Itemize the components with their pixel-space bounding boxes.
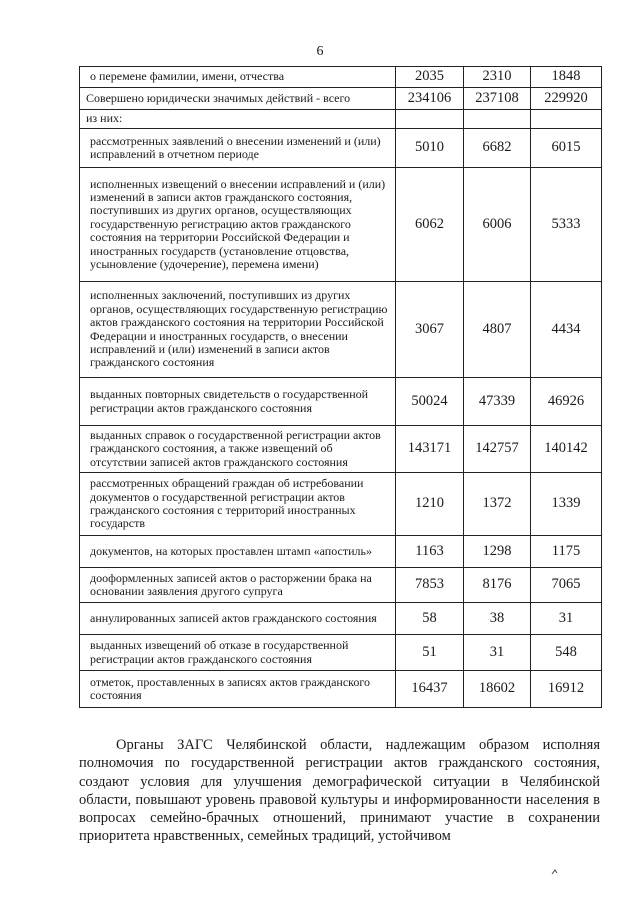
value-col-2: 38 bbox=[464, 603, 531, 635]
value-col-1: 50024 bbox=[396, 378, 464, 426]
value-col-3: 46926 bbox=[531, 378, 602, 426]
table-row bbox=[80, 168, 602, 282]
value-col-2: 47339 bbox=[464, 378, 531, 426]
row-label: выданных справок о государственной регистрации актов гражданского состояния, а также извещений об отсутствии записей актов гражданского состояния bbox=[80, 426, 396, 473]
row-label: отметок, проставленных в записях актов гражданского состояния bbox=[80, 671, 396, 708]
row-label: дооформленных записей актов о расторжении брака на основании заявления другого супруга bbox=[80, 568, 396, 603]
row-label: исполненных заключений, поступивших из других органов, осуществляющих государственную регистрацию актов гражданского состояния на территории Российской Федерации и иностранных государств, о внесении исправлений и (или) изменений в записи актов гражданского состояния bbox=[80, 282, 396, 378]
value-col-1: 1163 bbox=[396, 536, 464, 568]
value-col-1: 51 bbox=[396, 635, 464, 671]
value-col-2: 6682 bbox=[464, 129, 531, 168]
value-col-2: 31 bbox=[464, 635, 531, 671]
value-col-2: 2310 bbox=[464, 67, 531, 88]
value-col-3: 140142 bbox=[531, 426, 602, 473]
row-label: документов, на которых проставлен штамп «апостиль» bbox=[80, 536, 396, 568]
value-col-2: 6006 bbox=[464, 168, 531, 282]
row-label: выданных повторных свидетельств о государственной регистрации актов гражданского состояния bbox=[80, 378, 396, 426]
table-row bbox=[80, 568, 602, 603]
value-col-3: 1175 bbox=[531, 536, 602, 568]
value-col-3 bbox=[531, 110, 602, 129]
table-row bbox=[80, 671, 602, 708]
value-col-1: 6062 bbox=[396, 168, 464, 282]
value-col-3: 6015 bbox=[531, 129, 602, 168]
row-label: рассмотренных обращений граждан об истребовании документов о государственной регистрации актов гражданского состояния с территорий иностранных государств bbox=[80, 473, 396, 536]
table-row bbox=[80, 473, 602, 536]
table-row bbox=[80, 129, 602, 168]
row-label: о перемене фамилии, имени, отчества bbox=[80, 67, 396, 88]
value-col-3: 548 bbox=[531, 635, 602, 671]
value-col-2: 142757 bbox=[464, 426, 531, 473]
value-col-2: 1298 bbox=[464, 536, 531, 568]
row-label: рассмотренных заявлений о внесении изменений и (или) исправлений в отчетном периоде bbox=[80, 129, 396, 168]
table-row bbox=[80, 67, 602, 88]
body-paragraph: Органы ЗАГС Челябинской области, надлежащим образом исполняя полномочия по государственной регистрации актов гражданского состояния, создают условия для улучшения демографической ситуации в Челябинской области, повышают уровень правовой культуры и информированности населения в вопросах семейно-брачных отношений, принимают участие в сохранении приоритета нравственных, семейных традиций, устойчивом bbox=[79, 737, 600, 845]
statistics-table bbox=[79, 66, 602, 708]
table-row bbox=[80, 426, 602, 473]
table-row bbox=[80, 282, 602, 378]
row-label: исполненных извещений о внесении исправлений и (или) изменений в записи актов гражданского состояния, поступивших из других органов, осуществляющих государственную регистрацию актов гражданского состояния на территории Российской Федерации и иностранных государств (установление отцовства, усыновление (удочерение), перемена имени) bbox=[80, 168, 396, 282]
value-col-3: 5333 bbox=[531, 168, 602, 282]
value-col-1: 5010 bbox=[396, 129, 464, 168]
scan-mark-icon bbox=[551, 868, 559, 876]
value-col-1: 143171 bbox=[396, 426, 464, 473]
table-row-subheader bbox=[80, 110, 602, 129]
value-col-1: 1210 bbox=[396, 473, 464, 536]
table-row bbox=[80, 536, 602, 568]
value-col-1: 16437 bbox=[396, 671, 464, 708]
value-col-3: 4434 bbox=[531, 282, 602, 378]
value-col-3: 1339 bbox=[531, 473, 602, 536]
table-row-total bbox=[80, 88, 602, 110]
value-col-1: 2035 bbox=[396, 67, 464, 88]
row-label: из них: bbox=[80, 110, 396, 129]
row-label: выданных извещений об отказе в государственной регистрации актов гражданского состояния bbox=[80, 635, 396, 671]
value-col-2 bbox=[464, 110, 531, 129]
value-col-3: 229920 bbox=[531, 88, 602, 110]
row-label: аннулированных записей актов гражданского состояния bbox=[80, 603, 396, 635]
value-col-2: 8176 bbox=[464, 568, 531, 603]
value-col-3: 31 bbox=[531, 603, 602, 635]
table-row bbox=[80, 378, 602, 426]
page-number: 6 bbox=[316, 44, 324, 59]
row-label: Совершено юридически значимых действий - всего bbox=[80, 88, 396, 110]
value-col-2: 1372 bbox=[464, 473, 531, 536]
table-row bbox=[80, 635, 602, 671]
value-col-3: 16912 bbox=[531, 671, 602, 708]
value-col-1: 3067 bbox=[396, 282, 464, 378]
value-col-3: 1848 bbox=[531, 67, 602, 88]
value-col-2: 18602 bbox=[464, 671, 531, 708]
value-col-1 bbox=[396, 110, 464, 129]
value-col-2: 237108 bbox=[464, 88, 531, 110]
value-col-1: 58 bbox=[396, 603, 464, 635]
value-col-1: 234106 bbox=[396, 88, 464, 110]
value-col-1: 7853 bbox=[396, 568, 464, 603]
table-row bbox=[80, 603, 602, 635]
value-col-2: 4807 bbox=[464, 282, 531, 378]
value-col-3: 7065 bbox=[531, 568, 602, 603]
